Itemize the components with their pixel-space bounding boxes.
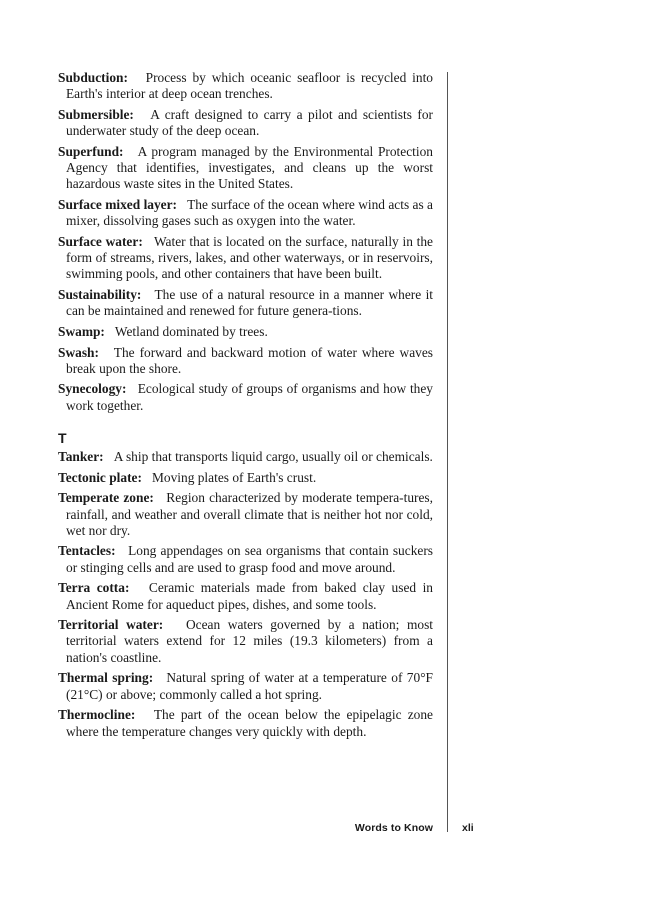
glossary-definition: Water that is located on the surface, naturally in the form of streams, rivers, lakes, and other waterways, or in reservoirs, swimming pools, and other containers that have been built. [66, 233, 433, 282]
running-footer-title: Words to Know [354, 822, 433, 834]
glossary-definition: Ecological study of groups of organisms and how they work together. [66, 381, 434, 413]
glossary-definition: Long appendages on sea organisms that contain suckers or stinging cells and are used to grasp food and move around. [66, 543, 434, 575]
glossary-entry-tentacles [58, 543, 433, 576]
glossary-entry-tectonic-plate [58, 470, 433, 486]
glossary-term: Swash: [58, 344, 99, 360]
glossary-term: Tentacles: [58, 543, 116, 559]
glossary-entry-temperate-zone [58, 490, 433, 539]
glossary-entry-subduction [58, 70, 433, 103]
glossary-definition: A ship that transports liquid cargo, usually oil or chemicals. [113, 449, 433, 465]
glossary-definition: A program managed by the Environmental Protection Agency that identifies, investigates, and cleans up the worst hazardous waste sites in the United States. [66, 143, 433, 192]
glossary-term: Thermal spring: [58, 670, 154, 686]
glossary [58, 70, 433, 744]
glossary-entry-surface-mixed-layer [58, 197, 433, 230]
glossary-entry-swash [58, 345, 433, 378]
glossary-definition: Natural spring of water at a temperature of 70°F (21°C) or above; commonly called a hot spring. [66, 670, 433, 702]
glossary-term: Synecology: [58, 381, 127, 397]
page-number: xli [462, 822, 474, 834]
glossary-entry-territorial-water [58, 617, 433, 666]
glossary-entry-surface-water [58, 234, 433, 283]
glossary-term: Superfund: [58, 143, 124, 159]
glossary-entry-synecology [58, 381, 433, 414]
glossary-term: Tectonic plate: [58, 469, 142, 485]
glossary-definition: The forward and backward motion of water where waves break upon the shore. [66, 344, 433, 376]
glossary-definition: Moving plates of Earth's crust. [151, 469, 317, 485]
glossary-definition: Wetland dominated by trees. [114, 323, 268, 339]
glossary-term: Territorial water: [58, 617, 164, 633]
glossary-term: Surface mixed layer: [58, 196, 178, 212]
glossary-term: Surface water: [58, 233, 143, 249]
glossary-definition: The use of a natural resource in a manner where it can be maintained and renewed for future genera-tions. [66, 287, 434, 319]
glossary-term: Temperate zone: [58, 490, 154, 506]
section-letter-heading: T [58, 430, 67, 447]
glossary-term: Submersible: [58, 106, 134, 122]
glossary-term: Sustainability: [58, 287, 142, 303]
glossary-term: Subduction: [58, 70, 128, 85]
glossary-entry-terra-cotta [58, 580, 433, 613]
glossary-definition: The part of the ocean below the epipelagic zone where the temperature changes very quickly with depth. [66, 707, 433, 739]
glossary-definition: Process by which oceanic seafloor is recycled into Earth's interior at deep ocean trenches. [66, 70, 434, 102]
glossary-definition: Ocean waters governed by a nation; most territorial waters extend for 12 miles (19.3 kilometers) from a nation's coastline. [66, 617, 434, 665]
glossary-term: Tanker: [58, 449, 104, 465]
glossary-term: Terra cotta: [58, 580, 130, 596]
glossary-entry-submersible [58, 107, 433, 140]
glossary-term: Thermocline: [58, 707, 136, 723]
glossary-entry-swamp [58, 324, 433, 340]
glossary-definition: A craft designed to carry a pilot and scientists for underwater study of the deep ocean. [66, 106, 433, 139]
glossary-definition: The surface of the ocean where wind acts as a mixer, dissolving gases such as oxygen into the water. [66, 196, 434, 229]
glossary-entry-tanker [58, 449, 433, 465]
glossary-entry-thermocline [58, 707, 433, 740]
margin-rule [447, 72, 448, 832]
glossary-entry-sustainability [58, 287, 433, 320]
glossary-entry-thermal-spring [58, 670, 433, 703]
glossary-definition: Region characterized by moderate tempera-tures, rainfall, and weather and overall climate that is neither hot nor cold, wet nor dry. [66, 490, 433, 538]
glossary-term: Swamp: [58, 323, 105, 339]
glossary-entry-superfund [58, 144, 433, 193]
glossary-definition: Ceramic materials made from baked clay used in Ancient Rome for aqueduct pipes, dishes, and some tools. [66, 580, 434, 612]
